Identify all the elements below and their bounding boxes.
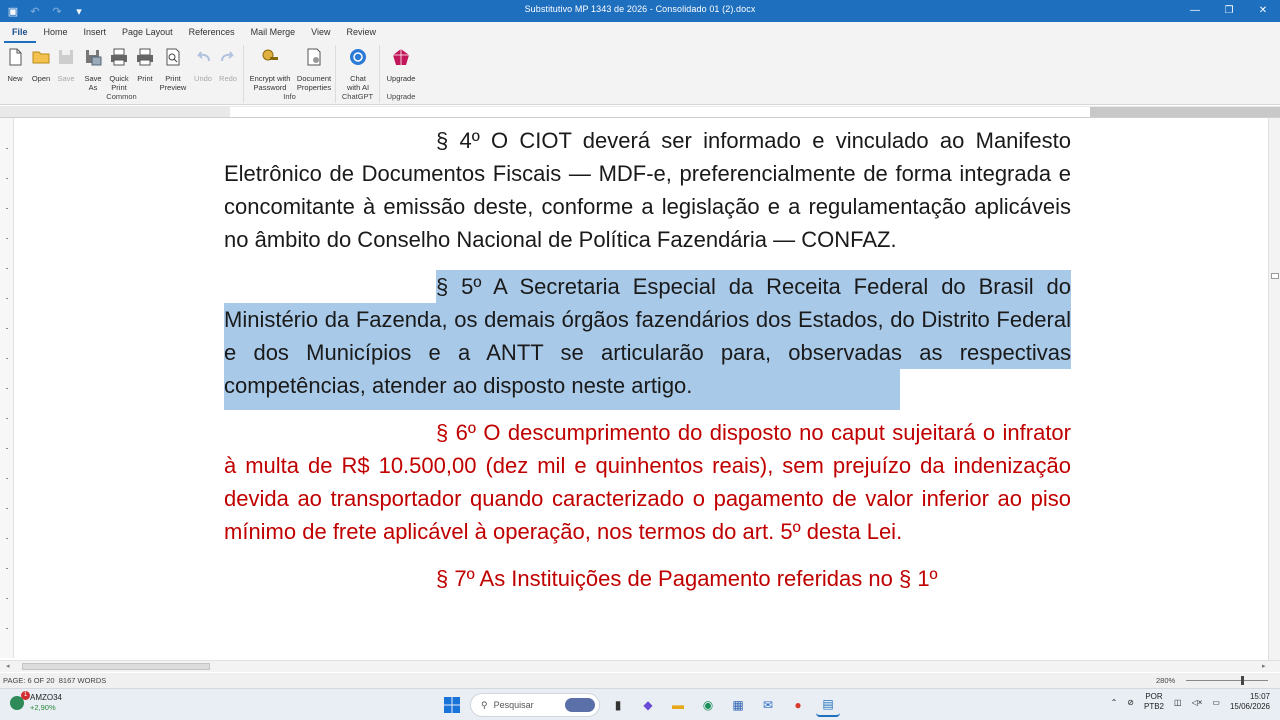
outlook-icon[interactable]: ✉ — [762, 698, 774, 712]
open-button-label: Open — [31, 74, 51, 83]
print-button[interactable] — [131, 47, 159, 83]
task-view-icon[interactable]: ▮ — [614, 698, 622, 712]
word-count: 8167 WORDS — [58, 676, 107, 685]
vertical-ruler[interactable] — [0, 118, 14, 658]
taskbar-apps — [440, 693, 840, 717]
print-icon — [135, 47, 155, 67]
print-preview-icon — [163, 47, 183, 67]
ribbon-tabs — [0, 22, 1280, 43]
zoom-slider-handle[interactable] — [1241, 676, 1244, 685]
tab-home[interactable]: Home — [43, 27, 68, 37]
chat-with-ai-button[interactable] — [344, 47, 372, 92]
ribbon — [0, 43, 1280, 105]
qa-redo-icon[interactable]: ↷ — [52, 5, 62, 18]
quick-print-icon — [109, 47, 129, 67]
tab-insert[interactable]: Insert — [83, 27, 107, 37]
clock[interactable] — [1230, 692, 1270, 712]
zoom-slider[interactable] — [1186, 680, 1268, 681]
tab-file[interactable]: File — [4, 22, 36, 43]
ruler-right-margin — [1090, 107, 1280, 117]
windows-taskbar — [0, 688, 1280, 720]
scroll-right-icon[interactable]: ▸ — [1262, 663, 1266, 670]
network-icon[interactable]: ⊘ — [1127, 697, 1134, 707]
word-processor-icon[interactable]: ▤ — [816, 693, 840, 717]
wifi-icon[interactable]: ◫ — [1174, 697, 1182, 707]
redo-button[interactable] — [214, 47, 242, 83]
tab-review[interactable]: Review — [346, 27, 377, 37]
paragraph-7[interactable]: § 7º As Instituições de Pagamento referidas no § 1º — [436, 566, 938, 591]
print-preview-button-label: Print Preview — [159, 74, 187, 92]
chat-with-ai-button-label: Chat with AI — [346, 74, 370, 92]
ribbon-group-upgrade — [380, 45, 422, 103]
horizontal-scroll-thumb[interactable] — [22, 663, 210, 670]
notification-badge: 1 — [21, 691, 30, 700]
new-doc-icon — [5, 47, 25, 67]
restore-button[interactable]: ❐ — [1224, 5, 1234, 16]
quick-print-button[interactable] — [105, 47, 133, 92]
ribbon-group-chatgpt — [336, 45, 380, 103]
language-line2: PTB2 — [1143, 702, 1164, 711]
paragraph-5[interactable]: § 5º A Secretaria Especial da Receita Federal do Brasil do Ministério da Fazenda, os demais órgãos fazendários dos Estados, do Distrito Federal e dos Municípios e a ANTT se articularão para, observadas as respectivas competências, atender ao disposto neste artigo. — [224, 274, 1071, 398]
minimize-button[interactable]: — — [1190, 5, 1200, 16]
print-preview-button[interactable] — [159, 47, 187, 92]
search-placeholder: Pesquisar — [493, 700, 534, 710]
tab-view[interactable]: View — [311, 27, 331, 37]
system-tray — [1111, 692, 1270, 712]
save-as-button-label: Save As — [84, 74, 102, 92]
vertical-scrollbar[interactable] — [1268, 118, 1280, 660]
status-bar — [0, 673, 1280, 688]
search-highlight-icon — [565, 698, 595, 712]
stock-change: +2,90% — [30, 703, 56, 712]
tab-references[interactable]: References — [188, 27, 235, 37]
stock-widget[interactable] — [10, 693, 62, 713]
upgrade-icon — [391, 47, 411, 67]
start-button[interactable] — [440, 693, 464, 717]
zoom-level: 280% — [1156, 676, 1176, 685]
paragraph-4[interactable]: § 4º O CIOT deverá ser informado e vinculado ao Manifesto Eletrônico de Documentos Fiscais — MDF-e, preferencialmente de forma integrada e concomitante à emissão deste, conforme a legislação e a regulamentação aplicáveis no âmbito do Conselho Nacional de Política Fazendária — CONFAZ. — [224, 128, 1071, 252]
stock-name: AMZO34 — [30, 693, 63, 702]
encrypt-icon — [260, 47, 280, 67]
new-button-label: New — [7, 74, 23, 83]
document-page[interactable] — [224, 124, 1071, 609]
folder-icon — [31, 47, 51, 67]
undo-icon — [193, 47, 213, 67]
tab-page-layout[interactable]: Page Layout — [122, 27, 173, 37]
document-area[interactable] — [14, 118, 1268, 660]
scroll-left-icon[interactable]: ◂ — [6, 663, 10, 670]
ribbon-group-info — [244, 45, 336, 103]
save-button[interactable] — [52, 47, 80, 83]
window-title: Substitutivo MP 1343 de 2026 - Consolidado 01 (2).docx — [524, 4, 756, 14]
common-group-label: Common — [106, 92, 137, 101]
document-properties-button[interactable] — [294, 47, 334, 92]
chat-ai-icon — [348, 47, 368, 67]
battery-icon[interactable]: ▭ — [1212, 697, 1220, 707]
ribbon-group-common — [0, 45, 244, 103]
redo-icon — [218, 47, 238, 67]
qa-undo-icon[interactable]: ↶ — [30, 5, 40, 18]
selected-paragraph[interactable] — [224, 270, 1071, 402]
windows-logo-icon — [444, 697, 460, 713]
clock-date: 15/06/2026 — [1229, 702, 1270, 711]
upgrade-group-label: Upgrade — [386, 92, 416, 101]
quick-print-button-label: Quick Print — [109, 74, 129, 92]
chrome-icon[interactable]: ● — [794, 698, 802, 712]
horizontal-ruler[interactable] — [0, 106, 1280, 118]
status-page-info — [3, 673, 106, 688]
paragraph-6[interactable]: § 6º O descumprimento do disposto no caput sujeitará o infrator à multa de R$ 10.500,00 (dez mil e quinhentos reais), sem prejuízo da indenização devida ao transportador quando caracterizado o pagamento de valor inferior ao piso mínimo de frete aplicável à operação, nos termos do art. 5º desta Lei. — [224, 420, 1071, 544]
title-bar — [0, 0, 1280, 22]
undo-button-label: Undo — [194, 74, 212, 83]
copilot-icon[interactable]: ◆ — [643, 698, 653, 712]
save-as-icon — [83, 47, 103, 67]
edge-browser-icon[interactable]: ◉ — [702, 698, 714, 712]
search-icon: ⚲ — [481, 699, 488, 710]
encrypt-button-label: Encrypt with Password — [249, 74, 291, 92]
info-group-label: Info — [283, 92, 296, 101]
print-button-label: Print — [137, 74, 153, 83]
scroll-position-marker[interactable] — [1271, 273, 1279, 279]
document-properties-icon — [304, 47, 324, 67]
save-button-label: Save — [57, 74, 75, 83]
ruler-text-area — [230, 107, 1090, 117]
undo-button[interactable] — [189, 47, 217, 83]
app-menu-icon[interactable]: ▣ — [7, 5, 19, 18]
stock-icon — [10, 692, 28, 710]
window-controls — [1178, 0, 1280, 22]
clock-time: 15:07 — [1249, 692, 1270, 701]
redo-button-label: Redo — [219, 74, 237, 83]
open-button[interactable] — [27, 47, 55, 83]
document-properties-button-label: Document Properties — [296, 74, 332, 92]
taskbar-search[interactable] — [470, 693, 600, 717]
tray-overflow-icon[interactable]: ⌃ — [1110, 697, 1118, 707]
new-button[interactable] — [1, 47, 29, 83]
upgrade-button[interactable] — [386, 47, 416, 83]
file-explorer-icon[interactable]: ▬ — [672, 698, 684, 712]
chatgpt-group-label: ChatGPT — [341, 92, 374, 101]
tab-mail-merge[interactable]: Mail Merge — [250, 27, 296, 37]
language-indicator[interactable] — [1144, 692, 1164, 712]
language-line1: POR — [1145, 692, 1163, 701]
qa-customize-icon[interactable]: ▾ — [76, 5, 82, 18]
close-button[interactable]: ✕ — [1258, 5, 1268, 16]
volume-icon[interactable]: ◁× — [1191, 697, 1203, 707]
horizontal-scrollbar[interactable] — [0, 660, 1280, 672]
upgrade-button-label: Upgrade — [386, 74, 416, 83]
encrypt-button[interactable] — [248, 47, 292, 92]
store-icon[interactable]: ▦ — [732, 698, 744, 712]
save-as-button[interactable] — [79, 47, 107, 92]
page-count: PAGE: 6 OF 20 — [3, 676, 55, 685]
save-icon — [56, 47, 76, 67]
